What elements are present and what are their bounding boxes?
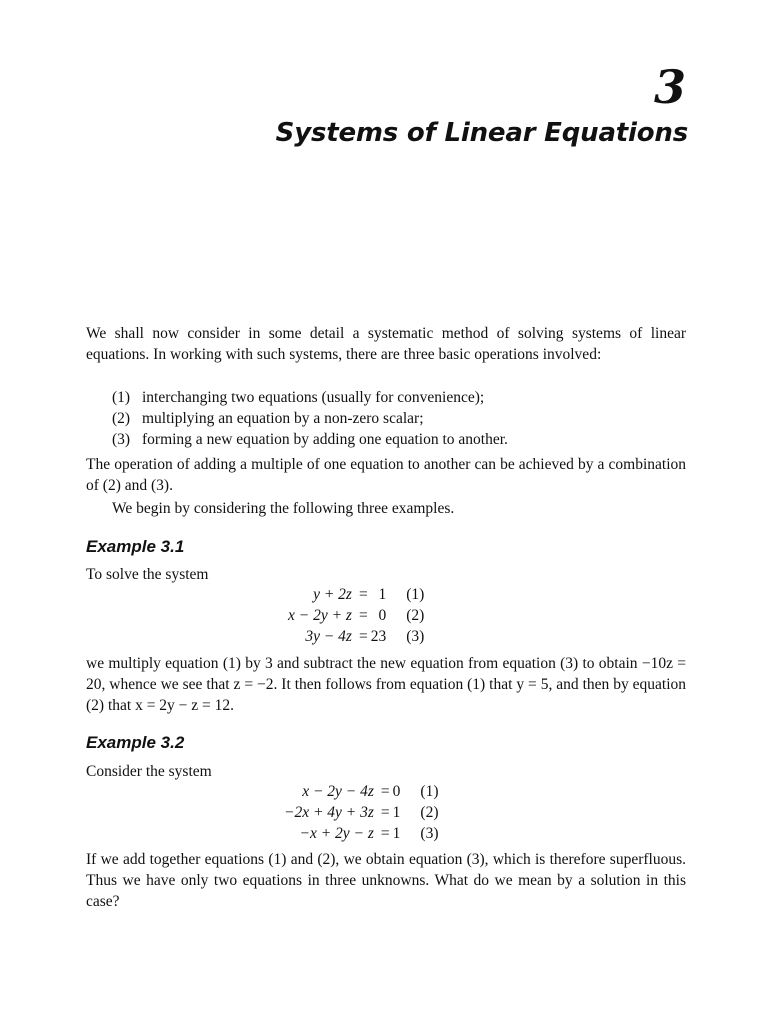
equation-tag: (3) <box>420 825 439 842</box>
equation-lhs: −x + 2y − z <box>299 825 374 842</box>
example-heading: Example 3.1 <box>86 537 185 556</box>
operation-number: (1) <box>112 389 131 406</box>
equation-lhs: −2x + 4y + 3z <box>284 804 374 821</box>
equation-row <box>284 802 439 823</box>
example-body: If we add together equations (1) and (2), we obtain equation (3), which is therefore superfluous. Thus we have only two equations in three unknowns. What do we mean by a solution in this case? <box>86 851 686 910</box>
example-lead-in: To solve the system <box>86 566 209 583</box>
chapter-number: 3 <box>653 60 686 114</box>
equation-rhs: 1 <box>392 804 401 821</box>
operation-item <box>112 408 508 429</box>
equation-rhs: 0 <box>392 783 401 800</box>
equals-sign: = <box>380 783 390 800</box>
equation-tag: (3) <box>406 628 425 645</box>
equation-tag: (2) <box>406 607 425 624</box>
operation-item <box>112 429 508 450</box>
equals-sign: = <box>358 628 368 645</box>
begin-paragraph: We begin by considering the following three examples. <box>112 500 455 517</box>
equation-rhs: 1 <box>392 825 401 842</box>
chapter-title: Systems of Linear Equations <box>275 118 688 148</box>
equation-lhs: y + 2z <box>313 586 352 603</box>
operation-text: interchanging two equations (usually for convenience); <box>142 389 485 406</box>
example-lead-in: Consider the system <box>86 763 212 780</box>
operation-number: (3) <box>112 431 131 448</box>
equals-sign: = <box>358 586 368 603</box>
equation-tag: (1) <box>420 783 439 800</box>
example-body: we multiply equation (1) by 3 and subtract the new equation from equation (3) to obtain −10z = 20, whence we see that z = −2. It then follows from equation (1) that y = 5, and then by equation (2) that x = 2y − z = 12. <box>86 655 686 714</box>
equation-row <box>288 626 424 647</box>
equation-system <box>288 584 424 647</box>
equation-lhs: x − 2y + z <box>288 607 352 624</box>
equation-lhs: 3y − 4z <box>305 628 352 645</box>
operations-list <box>112 387 508 450</box>
equals-sign: = <box>358 607 368 624</box>
operation-item <box>112 387 508 408</box>
after-operations-paragraph: The operation of adding a multiple of one equation to another can be achieved by a combination of (2) and (3). <box>86 456 686 494</box>
equation-system <box>284 781 439 844</box>
equation-tag: (1) <box>406 586 425 603</box>
equation-tag: (2) <box>420 804 439 821</box>
equation-lhs: x − 2y − 4z <box>302 783 374 800</box>
equation-row <box>288 584 424 605</box>
operation-number: (2) <box>112 410 131 427</box>
equation-row <box>284 823 439 844</box>
intro-paragraph: We shall now consider in some detail a systematic method of solving systems of linear equations. In working with such systems, there are three basic operations involved: <box>86 325 686 363</box>
equals-sign: = <box>380 825 390 842</box>
example-heading: Example 3.2 <box>86 733 185 752</box>
equation-row <box>288 605 424 626</box>
operation-text: forming a new equation by adding one equation to another. <box>142 431 508 448</box>
equation-rhs: 1 <box>378 586 387 603</box>
operation-text: multiplying an equation by a non-zero scalar; <box>142 410 424 427</box>
equals-sign: = <box>380 804 390 821</box>
equation-row <box>284 781 439 802</box>
equation-rhs: 0 <box>378 607 387 624</box>
equation-rhs: 23 <box>370 628 387 645</box>
